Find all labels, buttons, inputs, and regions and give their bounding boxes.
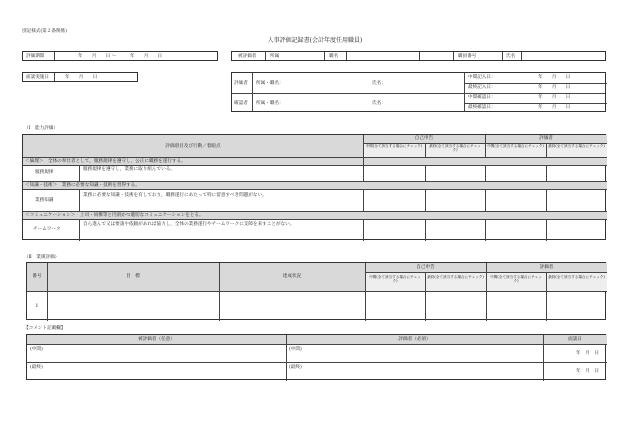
post-label: 職名	[329, 54, 339, 59]
col-items: 評価項目及び行動／着眼点	[165, 144, 221, 149]
period-value[interactable]: 年 月 日 ～ 年 月 日	[78, 54, 163, 59]
page-title: 人事評価記録書(会計年度任用職員)	[267, 37, 363, 44]
sub-final: 最終(全て該当する場合にチェック)	[548, 275, 605, 279]
section2-heading: （Ⅱ 業績評価）	[24, 255, 60, 260]
group-title: ＜倫理＞ 全体の奉仕者として，服務規律を遵守し，公正に職務を遂行する。	[25, 158, 186, 164]
evaluator-name: 氏名：	[372, 81, 386, 86]
confirmer-dept-post: 所属・職名：	[256, 101, 284, 106]
entry-final-confirm: 最終確認日：	[468, 105, 496, 110]
col-date: 面談日	[568, 337, 582, 342]
sub-final: 最終(全て該当する場合にチェック)	[427, 275, 484, 279]
comments-table	[26, 334, 606, 380]
entry-date[interactable]: 年 月 日	[538, 75, 571, 80]
entry-mid-confirm: 中間確認日：	[468, 95, 496, 100]
sub-final: 最終(全て該当する場合にチェック)	[429, 144, 481, 153]
col-evaluator: 評価者（必須）	[398, 337, 431, 342]
evaluator-dept-post: 所属・職名：	[256, 81, 284, 86]
ability-table	[22, 134, 606, 240]
evaluator-box	[231, 72, 606, 112]
col-evaluator: 評価者	[539, 265, 554, 270]
item-label: チームワーク	[33, 227, 61, 232]
status-cell[interactable]	[220, 292, 365, 321]
col-self: 自己申告	[416, 265, 435, 270]
form-label: 別記様式(第２条関係)	[22, 29, 67, 34]
interview-value[interactable]: 年 月 日	[65, 75, 98, 80]
comment-mid[interactable]: (中間)	[289, 347, 302, 352]
col-self: 自己申告	[414, 136, 434, 141]
interview-label: 面談実施日	[26, 75, 49, 80]
person-label: 被評価者	[238, 54, 257, 59]
check-cell[interactable]	[486, 166, 546, 181]
interview-box	[22, 72, 138, 82]
dept-label: 所属	[270, 54, 280, 59]
check-cell[interactable]	[426, 166, 485, 181]
entry-final-fill: 最終記入日：	[468, 85, 496, 90]
item-desc: 服務規律を遵守し，業務に取り組んでいる。	[83, 167, 175, 172]
comment-mid[interactable]: (中間)	[30, 347, 43, 352]
comment-final[interactable]: (最終)	[289, 365, 302, 370]
sub-final: 最終(全て該当する場合にチェック)	[548, 144, 605, 148]
performance-table	[26, 262, 606, 320]
entry-date[interactable]: 年 月 日	[538, 95, 571, 100]
row-number: 1	[35, 304, 39, 309]
group-title: ＜コミュニケーション＞ 上司・同僚等と円滑かつ適切なコミュニケーションをとる。	[25, 212, 204, 218]
evaluator-label: 評価者	[234, 81, 248, 86]
group-title: ＜知識・技術＞ 業務に必要な知識・技術を習得する。	[25, 182, 140, 188]
col-evaluator: 評価者	[539, 136, 553, 141]
item-label: 服務規律	[35, 170, 54, 175]
sub-mid: 中間(全て該当する場合にチェック)	[490, 275, 542, 284]
confirmer-label: 確認者	[234, 101, 248, 106]
period-label: 評価期間	[26, 54, 45, 59]
person-box	[231, 51, 606, 61]
entry-date[interactable]: 年 月 日	[538, 85, 571, 90]
col-status: 達成状況	[282, 274, 302, 279]
sub-mid: 中間(全て該当する場合にチェック)	[369, 275, 421, 284]
name-label: 氏名	[506, 54, 516, 59]
comment-final[interactable]: (最終)	[30, 365, 43, 370]
item-desc: 業務に必要な知識・技術を有しており，職務遂行にあたって特に留意すべき問題がない。	[83, 193, 267, 198]
sub-mid: 中間(全て該当する場合にチェック)	[487, 144, 544, 148]
period-box	[22, 51, 218, 61]
col-no: 番号	[32, 274, 42, 279]
confirmer-name: 氏名：	[372, 101, 386, 106]
check-cell[interactable]	[364, 166, 425, 181]
col-person: 被評価者（任意）	[138, 337, 175, 342]
goal-cell[interactable]	[48, 292, 219, 321]
entry-mid-fill: 中間記入日：	[468, 75, 496, 80]
item-desc: 自ら進んで又は要請や依頼があれば協力し，全体の業務遂行やチームワークに支障を来すことがない。	[83, 222, 295, 227]
comments-heading: 【コメント記載欄】	[24, 326, 66, 331]
staff-no-label: 職員番号	[458, 54, 477, 59]
item-label: 業務知識	[35, 198, 54, 203]
entry-date[interactable]: 年 月 日	[538, 105, 571, 110]
check-cell[interactable]	[547, 166, 607, 181]
col-goal: 目 標	[126, 274, 140, 279]
sub-mid: 中間(全て該当する場合にチェック)	[365, 144, 423, 148]
date-final[interactable]: 年 月 日	[576, 369, 599, 374]
date-mid[interactable]: 年 月 日	[576, 351, 599, 356]
section1-heading: （Ⅰ 能力評価）	[24, 126, 58, 131]
